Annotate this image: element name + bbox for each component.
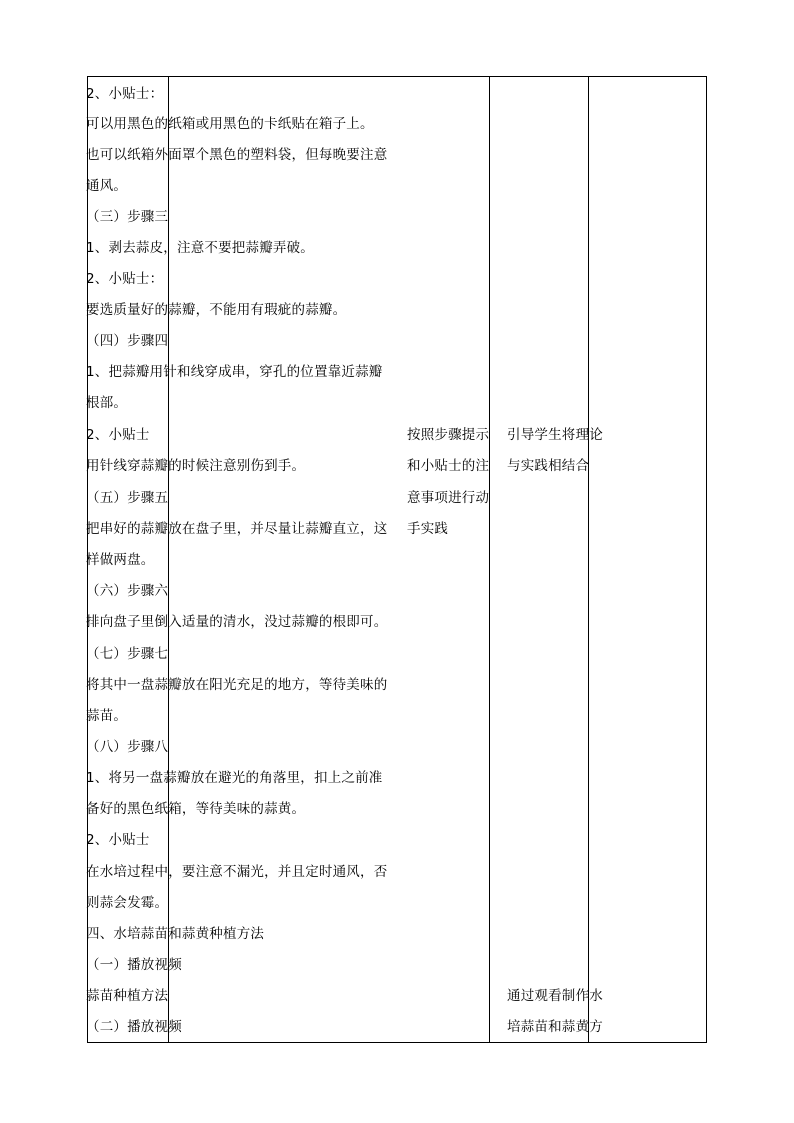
text-line: 排向盘子里倒入适量的清水，没过蒜瓣的根即可。: [86, 614, 388, 630]
step-heading: （一）播放视频: [86, 957, 182, 973]
step-heading: （四）步骤四: [86, 333, 169, 349]
column-divider: [489, 77, 490, 1042]
text-line: 1、剥去蒜皮，注意不要把蒜瓣弄破。: [86, 240, 314, 256]
text-line: 根部。: [86, 395, 128, 411]
text-line: 2、小贴士：: [86, 271, 164, 287]
text-line: 1、将另一盘蒜瓣放在避光的角落里，扣上之前准: [86, 770, 383, 786]
text-line: 按照步骤提示: [407, 427, 490, 443]
section-heading: 四、水培蒜苗和蒜黄种植方法: [86, 926, 265, 942]
text-line: 与实践相结合: [507, 458, 590, 474]
text-line: 也可以纸箱外面罩个黑色的塑料袋，但每晚要注意: [86, 147, 388, 163]
text-line: 蒜苗。: [86, 708, 128, 724]
step-heading: （五）步骤五: [86, 490, 169, 506]
text-line: 用针线穿蒜瓣的时候注意别伤到手。: [86, 458, 306, 474]
text-line: 2、小贴士: [86, 832, 150, 848]
step-heading: （二）播放视频: [86, 1019, 182, 1035]
text-line: 手实践: [407, 521, 449, 537]
text-line: 要选质量好的蒜瓣，不能用有瑕疵的蒜瓣。: [86, 302, 347, 318]
text-line: 备好的黑色纸箱，等待美味的蒜黄。: [86, 801, 306, 817]
column-divider: [588, 77, 589, 1042]
step-heading: （七）步骤七: [86, 646, 169, 662]
text-line: 通风。: [86, 178, 128, 194]
text-line: 意事项进行动: [407, 490, 490, 506]
text-line: 2、小贴士：: [86, 86, 164, 102]
text-line: 和小贴士的注: [407, 458, 490, 474]
text-line: 培蒜苗和蒜黄方: [507, 1019, 603, 1035]
step-heading: （六）步骤六: [86, 583, 169, 599]
text-line: 则蒜会发霉。: [86, 895, 169, 911]
text-line: 引导学生将理论: [507, 427, 603, 443]
text-line: 可以用黑色的纸箱或用黑色的卡纸贴在箱子上。: [86, 116, 374, 132]
lesson-plan-table: [87, 76, 707, 1043]
text-line: 样做两盘。: [86, 552, 155, 568]
text-line: 通过观看制作水: [507, 988, 603, 1004]
text-line: 2、小贴士: [86, 427, 150, 443]
text-line: 把串好的蒜瓣放在盘子里，并尽量让蒜瓣直立，这: [86, 521, 388, 537]
text-line: 在水培过程中，要注意不漏光，并且定时通风，否: [86, 864, 388, 880]
text-line: 1、把蒜瓣用针和线穿成串，穿孔的位置靠近蒜瓣: [86, 364, 383, 380]
text-line: 蒜苗种植方法: [86, 988, 169, 1004]
text-line: 将其中一盘蒜瓣放在阳光充足的地方，等待美味的: [86, 677, 388, 693]
step-heading: （三）步骤三: [86, 209, 169, 225]
step-heading: （八）步骤八: [86, 739, 169, 755]
